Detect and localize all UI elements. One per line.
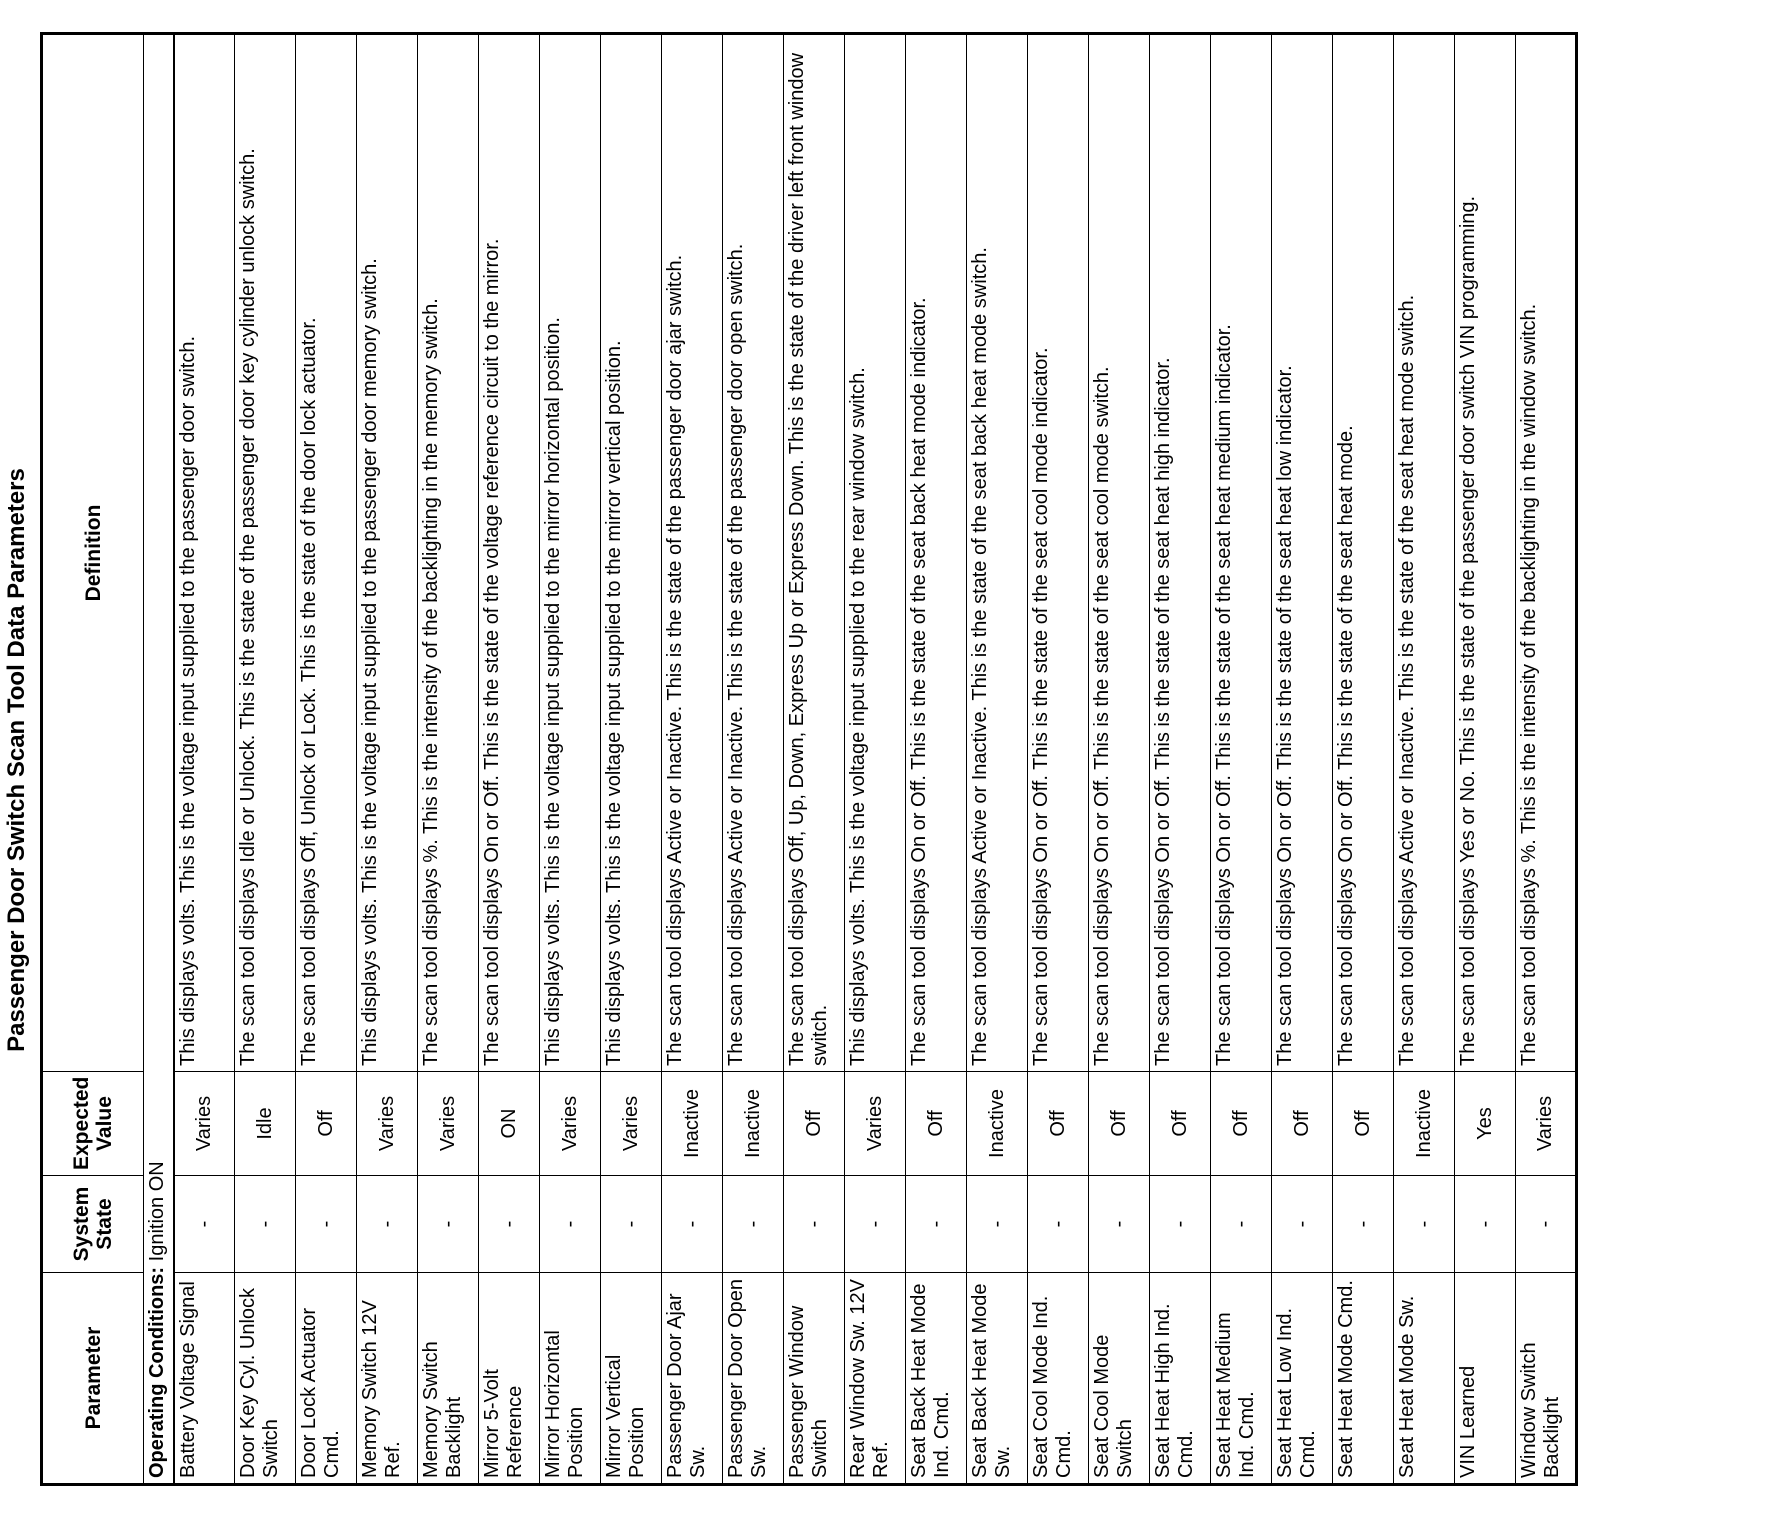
table-row: [845, 34, 906, 1485]
cell-expected-value: Inactive: [662, 1072, 723, 1176]
table-row: [1333, 34, 1394, 1485]
cell-parameter: Seat Cool Mode Ind. Cmd.: [1028, 1273, 1089, 1485]
table-body: [144, 34, 1577, 1485]
cell-parameter: Seat Heat Medium Ind. Cmd.: [1211, 1273, 1272, 1485]
cell-parameter: Rear Window Sw. 12V Ref.: [845, 1273, 906, 1485]
cell-parameter: Seat Cool Mode Switch: [1089, 1273, 1150, 1485]
table-row: [1211, 34, 1272, 1485]
table-row: [662, 34, 723, 1485]
table-row: [174, 34, 235, 1485]
cell-parameter: Seat Heat High Ind. Cmd.: [1150, 1273, 1211, 1485]
cell-definition: The scan tool displays Yes or No. This is the state of the passenger door switch VIN programming.: [1455, 34, 1516, 1072]
table-row: [601, 34, 662, 1485]
cell-system-state: -: [235, 1176, 296, 1273]
cell-parameter: Mirror Horizontal Position: [540, 1273, 601, 1485]
table-row: [357, 34, 418, 1485]
cell-parameter: Door Key Cyl. Unlock Switch: [235, 1273, 296, 1485]
cell-system-state: -: [1272, 1176, 1333, 1273]
table-row: [418, 34, 479, 1485]
table-row: [967, 34, 1028, 1485]
table-row: [1516, 34, 1577, 1485]
cell-parameter: Memory Switch Backlight: [418, 1273, 479, 1485]
cell-expected-value: Off: [1089, 1072, 1150, 1176]
cell-expected-value: Varies: [418, 1072, 479, 1176]
table-row: [1455, 34, 1516, 1485]
cell-definition: This displays volts. This is the voltage input supplied to the rear window switch.: [845, 34, 906, 1072]
parameters-table: [40, 32, 1578, 1486]
table-row: [1089, 34, 1150, 1485]
header-system-state: System State: [42, 1176, 144, 1273]
cell-system-state: -: [906, 1176, 967, 1273]
header-definition: Definition: [42, 34, 144, 1072]
table-row: [1272, 34, 1333, 1485]
cell-expected-value: Off: [1272, 1072, 1333, 1176]
cell-expected-value: Yes: [1455, 1072, 1516, 1176]
cell-expected-value: Off: [296, 1072, 357, 1176]
cell-system-state: -: [1211, 1176, 1272, 1273]
cell-expected-value: Inactive: [967, 1072, 1028, 1176]
cell-definition: The scan tool displays Active or Inactive. This is the state of the passenger door ajar switch.: [662, 34, 723, 1072]
cell-parameter: Battery Voltage Signal: [174, 1273, 235, 1485]
header-parameter: Parameter: [42, 1273, 144, 1485]
table-row: [723, 34, 784, 1485]
cell-parameter: Door Lock Actuator Cmd.: [296, 1273, 357, 1485]
cell-expected-value: Off: [1150, 1072, 1211, 1176]
table-row: [906, 34, 967, 1485]
cell-definition: This displays volts. This is the voltage input supplied to the passenger door switch.: [174, 34, 235, 1072]
cell-parameter: Mirror 5-Volt Reference: [479, 1273, 540, 1485]
cell-definition: The scan tool displays Idle or Unlock. This is the state of the passenger door key cylinder unlock switch.: [235, 34, 296, 1072]
cell-expected-value: Off: [906, 1072, 967, 1176]
cell-parameter: Passenger Door Ajar Sw.: [662, 1273, 723, 1485]
cell-expected-value: Off: [784, 1072, 845, 1176]
cell-parameter: Memory Switch 12V Ref.: [357, 1273, 418, 1485]
cell-parameter: Window Switch Backlight: [1516, 1273, 1577, 1485]
cell-system-state: -: [723, 1176, 784, 1273]
cell-parameter: Seat Back Heat Mode Ind. Cmd.: [906, 1273, 967, 1485]
table-row: [1394, 34, 1455, 1485]
table-header-row: [42, 34, 144, 1485]
cell-system-state: -: [296, 1176, 357, 1273]
cell-expected-value: ON: [479, 1072, 540, 1176]
cell-expected-value: Inactive: [723, 1072, 784, 1176]
cell-definition: The scan tool displays On or Off. This is the state of the seat heat high indicator.: [1150, 34, 1211, 1072]
cell-definition: This displays volts. This is the voltage input supplied to the mirror vertical position.: [601, 34, 662, 1072]
cell-parameter: Seat Back Heat Mode Sw.: [967, 1273, 1028, 1485]
header-expected-value: Expected Value: [42, 1072, 144, 1176]
cell-parameter: Passenger Window Switch: [784, 1273, 845, 1485]
cell-system-state: -: [357, 1176, 418, 1273]
cell-system-state: -: [1394, 1176, 1455, 1273]
cell-definition: The scan tool displays %. This is the intensity of the backlighting in the memory switch.: [418, 34, 479, 1072]
cell-definition: The scan tool displays On or Off. This is the state of the seat back heat mode indicator.: [906, 34, 967, 1072]
cell-definition: The scan tool displays %. This is the intensity of the backlighting in the window switch.: [1516, 34, 1577, 1072]
cell-definition: This displays volts. This is the voltage input supplied to the passenger door memory switch.: [357, 34, 418, 1072]
cell-definition: The scan tool displays On or Off. This is the state of the seat heat mode.: [1333, 34, 1394, 1072]
page-title: Passenger Door Switch Scan Tool Data Parameters: [3, 468, 30, 1052]
operating-conditions-label: Operating Conditions:: [146, 1266, 168, 1478]
cell-definition: This displays volts. This is the voltage input supplied to the mirror horizontal position.: [540, 34, 601, 1072]
table-row: [1150, 34, 1211, 1485]
operating-conditions: [144, 34, 174, 1485]
cell-parameter: Passenger Door Open Sw.: [723, 1273, 784, 1485]
cell-system-state: -: [174, 1176, 235, 1273]
operating-conditions-value: Ignition ON: [146, 1161, 168, 1262]
cell-expected-value: Varies: [601, 1072, 662, 1176]
cell-system-state: -: [479, 1176, 540, 1273]
cell-system-state: -: [662, 1176, 723, 1273]
table-row: [784, 34, 845, 1485]
cell-parameter: VIN Learned: [1455, 1273, 1516, 1485]
cell-expected-value: Varies: [174, 1072, 235, 1176]
cell-system-state: -: [1516, 1176, 1577, 1273]
cell-definition: The scan tool displays Active or Inactive. This is the state of the passenger door open switch.: [723, 34, 784, 1072]
cell-system-state: -: [418, 1176, 479, 1273]
table-row: [479, 34, 540, 1485]
cell-expected-value: Varies: [357, 1072, 418, 1176]
cell-system-state: -: [845, 1176, 906, 1273]
cell-definition: The scan tool displays On or Off. This is the state of the seat heat low indicator.: [1272, 34, 1333, 1072]
cell-expected-value: Varies: [1516, 1072, 1577, 1176]
cell-system-state: -: [1333, 1176, 1394, 1273]
cell-system-state: -: [967, 1176, 1028, 1273]
cell-system-state: -: [784, 1176, 845, 1273]
cell-definition: The scan tool displays Off, Unlock or Lock. This is the state of the door lock actuator.: [296, 34, 357, 1072]
cell-definition: The scan tool displays On or Off. This is the state of the seat cool mode switch.: [1089, 34, 1150, 1072]
cell-parameter: Seat Heat Mode Sw.: [1394, 1273, 1455, 1485]
operating-conditions-row: [144, 34, 174, 1485]
cell-expected-value: Varies: [540, 1072, 601, 1176]
cell-definition: The scan tool displays Active or Inactive. This is the state of the seat back heat mode switch.: [967, 34, 1028, 1072]
cell-system-state: -: [1455, 1176, 1516, 1273]
cell-expected-value: Inactive: [1394, 1072, 1455, 1176]
cell-expected-value: Off: [1211, 1072, 1272, 1176]
cell-parameter: Seat Heat Low Ind. Cmd.: [1272, 1273, 1333, 1485]
cell-system-state: -: [601, 1176, 662, 1273]
cell-expected-value: Idle: [235, 1072, 296, 1176]
cell-system-state: -: [1150, 1176, 1211, 1273]
table-row: [235, 34, 296, 1485]
cell-expected-value: Off: [1333, 1072, 1394, 1176]
cell-system-state: -: [1028, 1176, 1089, 1273]
cell-system-state: -: [1089, 1176, 1150, 1273]
table-row: [540, 34, 601, 1485]
cell-definition: The scan tool displays On or Off. This is the state of the voltage reference circuit to the mirror.: [479, 34, 540, 1072]
cell-system-state: -: [540, 1176, 601, 1273]
table-row: [296, 34, 357, 1485]
cell-definition: The scan tool displays Active or Inactive. This is the state of the seat heat mode switch.: [1394, 34, 1455, 1072]
cell-parameter: Seat Heat Mode Cmd.: [1333, 1273, 1394, 1485]
cell-definition: The scan tool displays Off, Up, Down, Express Up or Express Down. This is the state of the driver left front window switch.: [784, 34, 845, 1072]
table-row: [1028, 34, 1089, 1485]
cell-expected-value: Off: [1028, 1072, 1089, 1176]
cell-expected-value: Varies: [845, 1072, 906, 1176]
cell-definition: The scan tool displays On or Off. This is the state of the seat cool mode indicator.: [1028, 34, 1089, 1072]
cell-parameter: Mirror Vertical Position: [601, 1273, 662, 1485]
cell-definition: The scan tool displays On or Off. This is the state of the seat heat medium indicator.: [1211, 34, 1272, 1072]
